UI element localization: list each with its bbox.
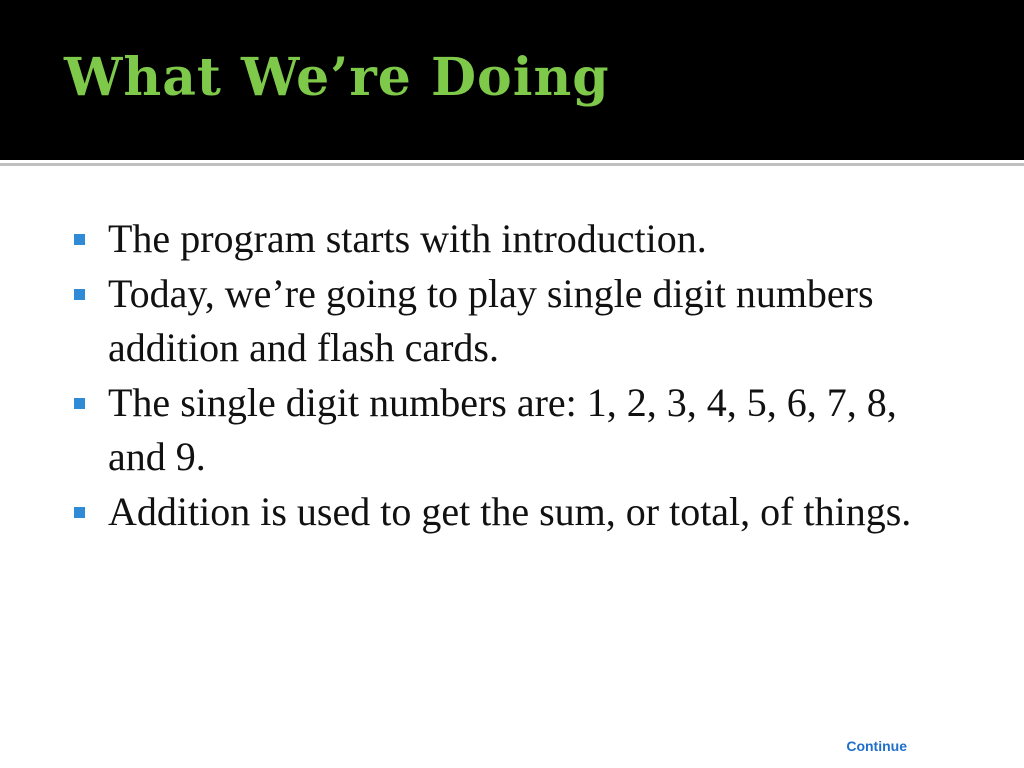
continue-link[interactable]: Continue — [846, 738, 907, 754]
title-divider — [0, 163, 1024, 166]
slide-title: What We’re Doing — [64, 47, 610, 108]
bullet-text: Addition is used to get the sum, or total, of things. — [108, 488, 912, 534]
title-bar — [0, 0, 1024, 160]
bullet-item — [74, 485, 964, 540]
bullet-item — [74, 267, 964, 376]
bullet-text: The single digit numbers are: 1, 2, 3, 4, 5, 6, 7, 8, and 9. — [108, 379, 897, 479]
square-bullet-icon — [74, 234, 85, 245]
square-bullet-icon — [74, 398, 85, 409]
bullet-list — [74, 212, 964, 539]
bullet-item — [74, 376, 964, 485]
square-bullet-icon — [74, 289, 85, 300]
bullet-text: Today, we’re going to play single digit numbers addition and flash cards. — [108, 270, 874, 370]
square-bullet-icon — [74, 507, 85, 518]
bullet-text: The program starts with introduction. — [108, 216, 707, 261]
bullet-item — [74, 212, 964, 267]
